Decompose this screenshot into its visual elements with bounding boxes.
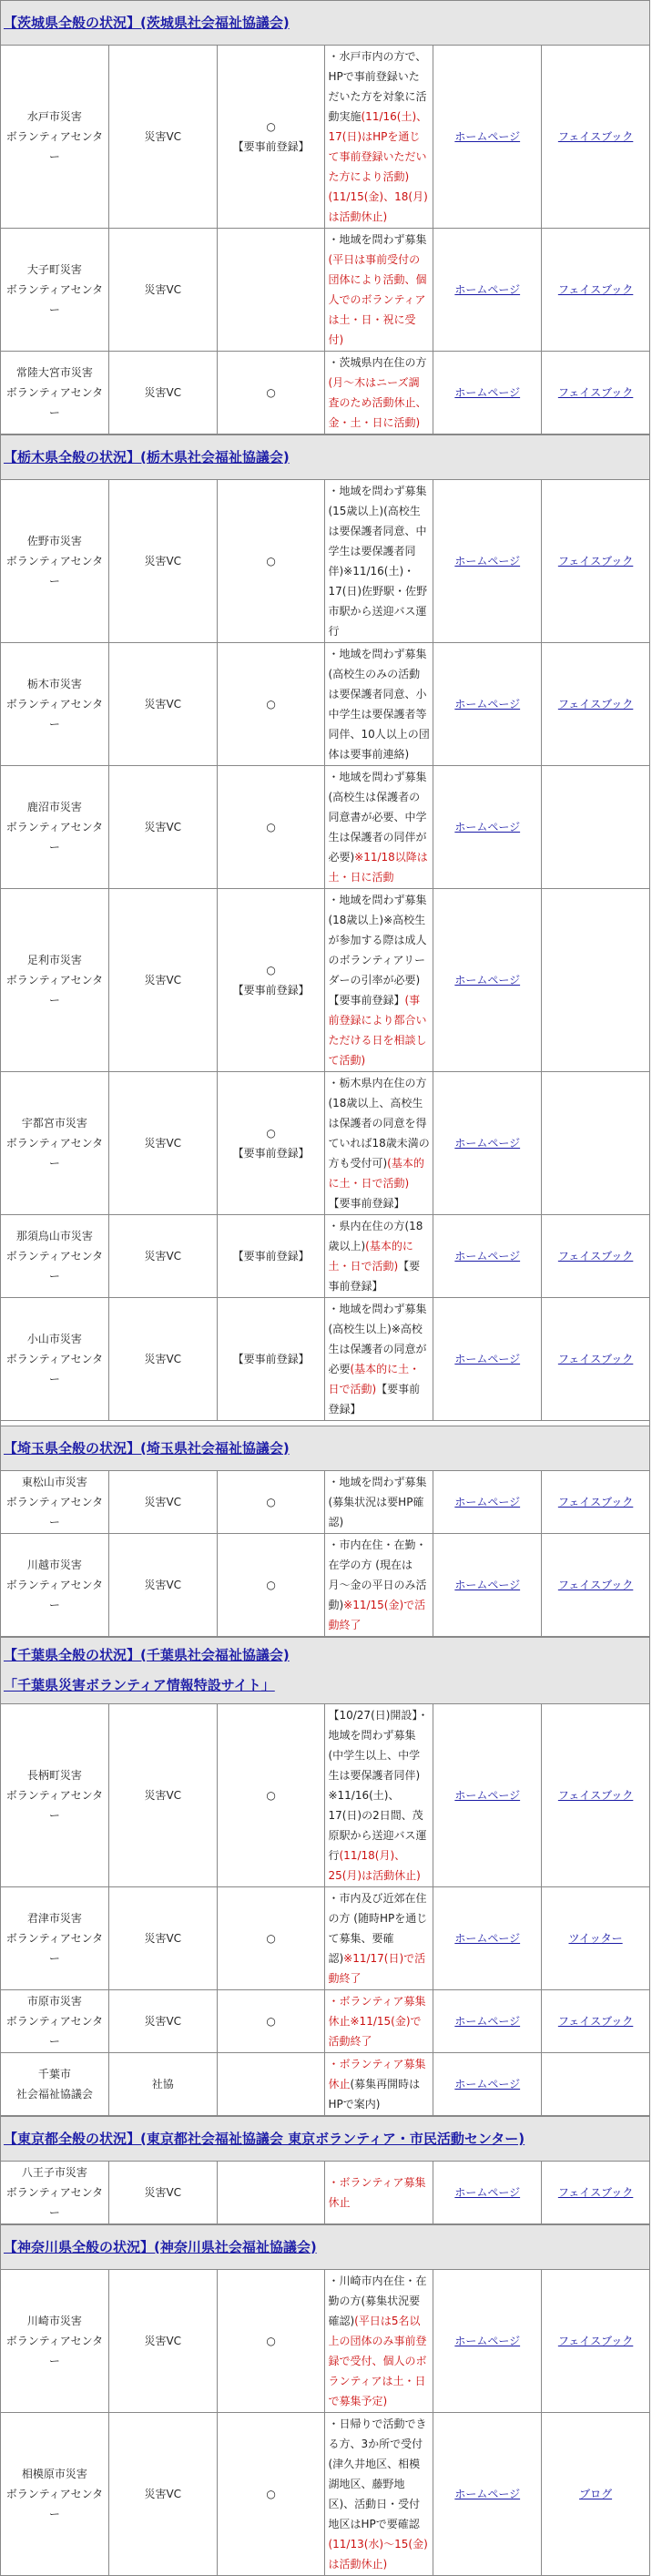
homepage-cell (433, 1072, 542, 1215)
center-name-line: ボランティアセンター (5, 1496, 104, 1528)
section-table (0, 434, 650, 1421)
center-name (1, 2053, 109, 2116)
homepage-link[interactable]: ホームページ (454, 1579, 521, 1591)
homepage-link[interactable]: ホームページ (454, 698, 521, 710)
detail-text: (11/18(月)、25(月)は活動休止) (328, 1849, 421, 1882)
center-name-line: 長柄町災害 (26, 1769, 82, 1782)
social-link[interactable]: フェイスブック (557, 1579, 634, 1591)
homepage-link[interactable]: ホームページ (454, 1496, 521, 1508)
homepage-cell (433, 1471, 542, 1534)
detail-text: (基本的に土・日で活動) (328, 1240, 413, 1273)
social-cell (542, 2053, 650, 2116)
recruit-status (217, 1990, 325, 2053)
homepage-link[interactable]: ホームページ (454, 2015, 521, 2028)
social-cell (542, 1072, 650, 1215)
detail-text: (基本的に土・日で活動) (328, 1157, 424, 1190)
detail-text: ・県内在住の方(18歳以上) (328, 1220, 423, 1252)
table-row (1, 229, 650, 352)
center-name-line: 佐野市災害 (26, 535, 82, 547)
recruit-status (217, 46, 325, 229)
center-name (1, 889, 109, 1072)
detail-text: ・川崎市内在住・在勤の方(募集状況要確認) (328, 2274, 427, 2327)
homepage-link[interactable]: ホームページ (454, 555, 521, 567)
homepage-link[interactable]: ホームページ (454, 2186, 521, 2199)
homepage-cell (433, 1887, 542, 1990)
homepage-link[interactable]: ホームページ (454, 1789, 521, 1802)
homepage-cell (433, 229, 542, 352)
recruit-status (217, 1704, 325, 1887)
center-name-line: ボランティアセンター (5, 283, 104, 316)
detail-text: 【要事前登録】 (328, 1383, 421, 1416)
recruit-detail (325, 229, 433, 352)
center-name-line: ボランティアセンター (5, 2015, 104, 2048)
center-name-line: 君津市災害 (26, 1912, 82, 1925)
detail-text: ※11/16(土)・17(日)佐野駅・佐野市駅から送迎バス運行 (328, 565, 428, 638)
homepage-link[interactable]: ホームページ (454, 1932, 521, 1945)
recruit-detail (325, 1072, 433, 1215)
homepage-cell (433, 46, 542, 229)
center-name-line: ボランティアセンター (5, 1353, 104, 1385)
table-row (1, 1215, 650, 1298)
social-link[interactable]: フェイスブック (557, 386, 634, 399)
homepage-link[interactable]: ホームページ (454, 2488, 521, 2500)
social-cell (542, 2162, 650, 2224)
center-name-line: 栃木市災害 (26, 678, 82, 690)
center-name (1, 2162, 109, 2224)
homepage-link[interactable]: ホームページ (454, 130, 521, 143)
center-name-line: ボランティアセンター (5, 821, 104, 854)
center-type: 災害VC (108, 1990, 217, 2053)
social-cell (542, 643, 650, 766)
recruit-detail (325, 766, 433, 889)
social-cell (542, 1471, 650, 1534)
recruit-status (217, 1215, 325, 1298)
center-name-line: 社会福祉協議会 (15, 2088, 93, 2101)
homepage-cell (433, 480, 542, 643)
detail-text: (月〜木はニーズ調査のため活動休止、金・土・日に活動) (328, 376, 427, 429)
homepage-cell (433, 352, 542, 434)
status-line: 【要事前登録】 (232, 984, 310, 997)
table-row (1, 2053, 650, 2116)
recruit-status (217, 2162, 325, 2224)
center-name-line: 那須烏山市災害 (15, 1230, 93, 1242)
social-cell (542, 1298, 650, 1421)
homepage-link[interactable]: ホームページ (454, 1353, 521, 1365)
section-header (1, 1426, 650, 1471)
status-line: ○ (266, 2488, 276, 2500)
status-line: ○ (266, 698, 276, 710)
social-link[interactable]: フェイスブック (557, 130, 634, 143)
homepage-cell (433, 2053, 542, 2116)
detail-text: ・茨城県内在住の方 (328, 356, 427, 369)
homepage-link[interactable]: ホームページ (454, 1250, 521, 1262)
recruit-detail (325, 889, 433, 1072)
detail-text: ・ボランティア募集休止 (328, 1995, 426, 2028)
social-link[interactable]: ブログ (579, 2488, 613, 2500)
section-header (1, 2117, 650, 2162)
recruit-detail (325, 2270, 433, 2413)
homepage-cell (433, 2270, 542, 2413)
center-type: 災害VC (108, 1704, 217, 1887)
detail-text: (11/13(水)〜15(金)は活動休止) (328, 2538, 428, 2571)
recruit-detail (325, 1298, 433, 1421)
status-line: 【要事前登録】 (232, 1147, 310, 1160)
center-name (1, 480, 109, 643)
recruit-detail (325, 2162, 433, 2224)
section-header (1, 2225, 650, 2270)
table-row (1, 1990, 650, 2053)
center-name-line: 東松山市災害 (21, 1476, 87, 1488)
social-cell (542, 2270, 650, 2413)
recruit-detail (325, 1215, 433, 1298)
recruit-status (217, 1887, 325, 1990)
detail-text: (事前登録により都合いただける日を相談して活動) (328, 994, 427, 1067)
center-type: 災害VC (108, 1298, 217, 1421)
center-name-line: ボランティアセンター (5, 130, 104, 163)
table-row (1, 352, 650, 434)
social-link[interactable]: フェイスブック (557, 2335, 634, 2347)
recruit-detail (325, 352, 433, 434)
center-name (1, 2270, 109, 2413)
status-line: ○ (266, 386, 276, 399)
homepage-cell (433, 2413, 542, 2576)
social-cell (542, 229, 650, 352)
table-row (1, 2413, 650, 2576)
center-type: 災害VC (108, 1215, 217, 1298)
center-type: 社協 (108, 2053, 217, 2116)
center-name (1, 1298, 109, 1421)
detail-text: ・地域を問わず募集(高校生以上)※高校生は保護者の同意が必要 (328, 1303, 427, 1375)
table-row (1, 1534, 650, 1637)
table-row (1, 480, 650, 643)
homepage-link[interactable]: ホームページ (454, 2078, 521, 2090)
section-table (0, 1637, 650, 2116)
recruit-detail (325, 2413, 433, 2576)
table-row (1, 2270, 650, 2413)
center-name-line: 鹿沼市災害 (26, 801, 82, 813)
section-title-link[interactable]: 【茨城県全般の状況】(茨城県社会福祉協議会) (4, 14, 290, 31)
homepage-link[interactable]: ホームページ (454, 283, 521, 296)
section-header (1, 1, 650, 46)
table-row (1, 46, 650, 229)
status-line: ○ (266, 1932, 276, 1945)
section-header (1, 1638, 650, 1704)
social-link[interactable]: フェイスブック (557, 2015, 634, 2028)
social-cell (542, 480, 650, 643)
center-name (1, 766, 109, 889)
detail-text: ※11/17(日)で活動終了 (328, 1952, 426, 1985)
center-name (1, 1072, 109, 1215)
recruit-detail (325, 1471, 433, 1534)
homepage-link[interactable]: ホームページ (454, 386, 521, 399)
detail-text: (平日は5名以上の団体のみ事前登録で受付、個人のボランティアは土・日で募集予定) (328, 2315, 427, 2407)
detail-text: (基本的に土・日で活動) (328, 1363, 421, 1395)
center-type: 災害VC (108, 1471, 217, 1534)
center-name-line: 千葉市 (37, 2068, 71, 2080)
table-row (1, 766, 650, 889)
center-type: 災害VC (108, 46, 217, 229)
homepage-cell (433, 643, 542, 766)
table-row (1, 889, 650, 1072)
status-line: ○ (266, 2335, 276, 2347)
center-name-line: 川崎市災害 (26, 2315, 82, 2327)
social-link[interactable]: フェイスブック (557, 1353, 634, 1365)
detail-text: ・市内及び近郊在住の方 (随時HPを通じて募集、要確認) (328, 1892, 428, 1965)
social-cell (542, 2413, 650, 2576)
center-name (1, 46, 109, 229)
status-line: 【要事前登録】 (232, 1250, 310, 1262)
detail-text: ・ボランティア募集休止 (328, 2176, 426, 2209)
homepage-cell (433, 1990, 542, 2053)
table-row (1, 2162, 650, 2224)
recruit-detail (325, 1704, 433, 1887)
recruit-status (217, 1298, 325, 1421)
homepage-cell (433, 2162, 542, 2224)
homepage-cell (433, 1704, 542, 1887)
center-name-line: ボランティアセンター (5, 1250, 104, 1283)
center-name-line: 市原市災害 (26, 1995, 82, 2008)
status-line: ○ (266, 2015, 276, 2028)
social-link[interactable]: フェイスブック (557, 1250, 634, 1262)
center-name (1, 1887, 109, 1990)
recruit-detail (325, 1534, 433, 1637)
social-cell (542, 46, 650, 229)
center-name (1, 1471, 109, 1534)
detail-text: ・地域を問わず募集(15歳以上)(高校生は要保護者同意、中学生は要保護者同伴) (328, 485, 427, 578)
section-title-link[interactable]: 【東京都全般の状況】(東京都社会福祉協議会 東京ボランティア・市民活動センター) (4, 2130, 525, 2147)
social-link[interactable]: フェイスブック (557, 555, 634, 567)
center-name-line: 足利市災害 (26, 954, 82, 966)
center-name (1, 1990, 109, 2053)
center-name-line: ボランティアセンター (5, 2488, 104, 2520)
center-name-line: 大子町災害 (26, 263, 82, 276)
recruit-detail (325, 2053, 433, 2116)
recruit-detail (325, 643, 433, 766)
table-row (1, 1704, 650, 1887)
table-row (1, 1887, 650, 1990)
detail-text: 【要事前登録】 (328, 1197, 405, 1210)
center-type: 災害VC (108, 229, 217, 352)
center-type: 災害VC (108, 480, 217, 643)
status-line: 【要事前登録】 (232, 140, 310, 153)
section-table (0, 2224, 650, 2576)
homepage-cell (433, 1298, 542, 1421)
detail-text: ・栃木県内在住の方(18歳以上、高校生は保護者の同意を得ていれば18歳未満の方も受付可) (328, 1077, 430, 1170)
homepage-link[interactable]: ホームページ (454, 821, 521, 833)
center-name-line: ボランティアセンター (5, 1789, 104, 1822)
center-type: 災害VC (108, 1534, 217, 1637)
social-link[interactable]: フェイスブック (557, 1789, 634, 1802)
center-name-line: ボランティアセンター (5, 2335, 104, 2367)
status-line: ○ (266, 964, 276, 976)
center-name-line: 小山市災害 (26, 1333, 82, 1345)
detail-text: ・地域を問わず募集(高校生は保護者の同意書が必要、中学生は保護者の同伴が必要) (328, 771, 427, 864)
detail-text: ・水戸市内の方で、HPで事前登録いただいた方を対象に活動実施 (328, 50, 427, 123)
social-cell (542, 1704, 650, 1887)
detail-text: ・地域を問わず募集 (328, 233, 427, 246)
recruit-status (217, 1072, 325, 1215)
recruit-status (217, 1534, 325, 1637)
center-type: 災害VC (108, 1072, 217, 1215)
center-name-line: 川越市災害 (26, 1559, 82, 1571)
center-name-line: ボランティアセンター (5, 1137, 104, 1170)
recruit-status (217, 2270, 325, 2413)
recruit-status (217, 352, 325, 434)
section-header (1, 435, 650, 480)
social-link[interactable]: フェイスブック (557, 283, 634, 296)
recruit-status (217, 766, 325, 889)
homepage-link[interactable]: ホームページ (454, 2335, 521, 2347)
status-line: ○ (266, 1789, 276, 1802)
center-type: 災害VC (108, 889, 217, 1072)
detail-text: (11/16(土)、17(日)はHPを通じて事前登録いただいた方により活動) (328, 110, 428, 183)
detail-text: ※11/15(金)で活動終了 (328, 1599, 426, 1631)
section-table (0, 1426, 650, 1637)
detail-text: ・地域を問わず募集(高校生のみの活動は要保護者同意、小中学生は要保護者等同伴、10人以上の団体は要事前連絡) (328, 648, 430, 761)
social-link[interactable]: フェイスブック (557, 1496, 634, 1508)
recruit-detail (325, 1887, 433, 1990)
status-line: ○ (266, 555, 276, 567)
recruit-detail (325, 1990, 433, 2053)
detail-text: 【10/27(日)開設】 (328, 1709, 418, 1722)
center-name (1, 1215, 109, 1298)
detail-text: 【要事前登録】 (328, 1260, 421, 1293)
recruit-status (217, 889, 325, 1072)
homepage-cell (433, 766, 542, 889)
center-type: 災害VC (108, 352, 217, 434)
detail-text: (11/15(金)、18(月)は活動休止) (328, 190, 428, 223)
center-name-line: 宇都宮市災害 (21, 1117, 87, 1130)
recruit-detail (325, 480, 433, 643)
center-type: 災害VC (108, 2413, 217, 2576)
center-name-line: ボランティアセンター (5, 555, 104, 588)
social-cell (542, 1215, 650, 1298)
section-title-link[interactable]: 【埼玉県全般の状況】(埼玉県社会福祉協議会) (4, 1439, 290, 1457)
detail-text: (平日は事前受付の団体により活動、個人でのボランティアは土・日・祝に受付) (328, 253, 427, 346)
section-table (0, 0, 650, 434)
detail-text: ※11/18以降は土・日に活動 (328, 851, 428, 884)
status-line: 【要事前登録】 (232, 1353, 310, 1365)
status-line: ○ (266, 1579, 276, 1591)
center-type: 災害VC (108, 643, 217, 766)
center-name (1, 1534, 109, 1637)
detail-text: ・市内在住・在勤・在学の方 (現在は月〜金の平日のみ活動) (328, 1538, 427, 1611)
detail-text: ・日帰りで活動できる方、3か所で受付(津久井地区、相模湖地区、藤野地区)、活動日・受付地区はHPで要確認 (328, 2418, 427, 2530)
section-title-link[interactable]: 【千葉県全般の状況】(千葉県社会福祉協議会) (4, 1647, 290, 1663)
center-name (1, 352, 109, 434)
homepage-cell (433, 1215, 542, 1298)
recruit-status (217, 643, 325, 766)
homepage-link[interactable]: ホームページ (454, 1137, 521, 1150)
section-title-link[interactable]: 【神奈川県全般の状況】(神奈川県社会福祉協議会) (4, 2238, 317, 2255)
center-name (1, 2413, 109, 2576)
table-row (1, 1072, 650, 1215)
status-line: ○ (266, 120, 276, 133)
social-link[interactable]: ツイッター (568, 1932, 623, 1945)
social-cell (542, 889, 650, 1072)
center-name-line: ボランティアセンター (5, 2186, 104, 2219)
section-title-link[interactable]: 【栃木県全般の状況】(栃木県社会福祉協議会) (4, 448, 290, 465)
status-line: ○ (266, 1127, 276, 1140)
recruit-status (217, 480, 325, 643)
center-type: 災害VC (108, 766, 217, 889)
status-line: ○ (266, 1496, 276, 1508)
social-link[interactable]: フェイスブック (557, 2186, 634, 2199)
social-cell (542, 1990, 650, 2053)
social-cell (542, 1887, 650, 1990)
detail-text: (募集再開時はHPで案内) (328, 2078, 421, 2111)
center-name-line: 水戸市災害 (26, 110, 82, 123)
center-type: 災害VC (108, 1887, 217, 1990)
center-name-line: ボランティアセンター (5, 698, 104, 731)
table-row (1, 1471, 650, 1534)
detail-text: ・地域を問わず募集(18歳以上)※高校生が参加する際は成人のボランティアリーダーの引率が必要)【要事前登録】 (328, 894, 427, 1007)
detail-text: ※11/15(金)で活動終了 (328, 2015, 422, 2048)
detail-text: ・地域を問わず募集(中学生以上、中学生は要保護者同伴) ※11/16(土)、17(日)の2日間、茂原駅から送迎バス運行 (328, 1709, 429, 1862)
recruit-detail (325, 46, 433, 229)
center-name (1, 1704, 109, 1887)
center-name-line: ボランティアセンター (5, 1932, 104, 1965)
center-name-line: 常陸大宮市災害 (15, 366, 93, 379)
homepage-cell (433, 1534, 542, 1637)
homepage-cell (433, 889, 542, 1072)
center-name (1, 229, 109, 352)
section-subtitle-link[interactable]: 「千葉県災害ボランティア情報特設サイト」 (4, 1677, 275, 1693)
center-name-line: ボランティアセンター (5, 386, 104, 419)
social-cell (542, 352, 650, 434)
center-name-line: 相模原市災害 (21, 2468, 87, 2480)
status-line: ○ (266, 821, 276, 833)
center-name-line: 八王子市災害 (21, 2166, 87, 2179)
center-type: 災害VC (108, 2270, 217, 2413)
table-row (1, 1298, 650, 1421)
social-cell (542, 1534, 650, 1637)
recruit-status (217, 1471, 325, 1534)
table-row (1, 643, 650, 766)
social-cell (542, 766, 650, 889)
recruit-status (217, 2053, 325, 2116)
detail-text: ・ボランティア募集休止 (328, 2058, 426, 2090)
recruit-status (217, 2413, 325, 2576)
center-name-line: ボランティアセンター (5, 974, 104, 1007)
center-name-line: ボランティアセンター (5, 1579, 104, 1611)
recruit-status (217, 229, 325, 352)
section-table (0, 2116, 650, 2224)
homepage-link[interactable]: ホームページ (454, 974, 521, 986)
social-link[interactable]: フェイスブック (557, 698, 634, 710)
detail-text: ・地域を問わず募集(募集状況は要HP確認) (328, 1476, 427, 1528)
center-type: 災害VC (108, 2162, 217, 2224)
center-name (1, 643, 109, 766)
